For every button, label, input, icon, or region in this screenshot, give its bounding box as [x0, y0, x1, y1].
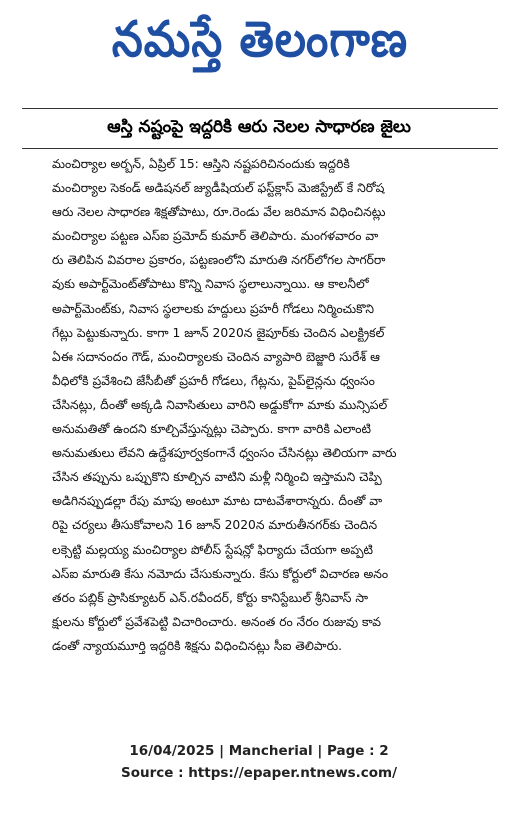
article-line: ఎస్ఐ మారుతి కేసు నమోదు చేసుకున్నారు. కేసు కోర్టులో విచారణ అనం [52, 566, 389, 581]
article-line: తరం పబ్లిక్ ప్రాసిక్యూటర్ ఎన్.రవీందర్, కోర్టు కానిస్టేబుల్ శ్రీనివాస్ సా [52, 590, 369, 605]
article-line: లక్సెట్టి మల్లయ్య మంచిర్యాల పోలీస్ స్టేషన్లో ఫిర్యాదు చేయగా అప్పటి [52, 542, 374, 557]
article-line: వీధిలోకి ప్రవేశించి జేసీబీతో ప్రహరీ గోడలు, గేట్లను, పైప్‌లైన్లను ధ్వంసం [52, 373, 375, 388]
headline-top-rule [22, 108, 498, 109]
article-line: అడిగినప్పుడల్లా రేపు మాపు అంటూ మాట దాటవేశారాన్నరు. దీంతో వా [52, 494, 383, 509]
article-line: గేట్లు పెట్టుకున్నారు. కాగా 1 జూన్ 2020న జైపూర్‌కు చెందిన ఎలక్ట్రికల్ [52, 325, 385, 340]
article-line: మంచిర్యాల అర్బన్, ఏప్రిల్ 15: ఆస్తిని నష్టపరిచినందుకు ఇద్దరికి [52, 157, 350, 171]
article-line: చేసినట్లు, దీంతో అక్కడి నివాసితులు వారిని అడ్డుకోగా మాకు మున్సిపల్ [52, 397, 388, 412]
article-line: ఆరు నెలల సాధారణ శిక్షతోపాటు, రూ.రెండు వేల జరిమాన విధించినట్లు [52, 205, 386, 220]
article-line: అపార్ట్‌మెంట్‌కు, నివాస స్థలాలకు హద్దులు ప్రహరీ గోడలు నిర్మించుకొని [52, 301, 374, 316]
article-line: ఏఈ సదానందం గౌడ్, మంచిర్యాలకు చెందిన వ్యాపారి బెజ్జారి సురేశ్ ఆ [52, 349, 380, 364]
article-line: వుకు అపార్ట్‌మెంట్‌తోపాటు కొన్ని నివాస స్థలాలున్నాయి. ఆ కాలనీలో [52, 277, 369, 292]
article-line: రు తెలిపిన వివరాల ప్రకారం, పట్టణంలోని మారుతి నగర్‌లోగల సాగర్‌రా [52, 253, 386, 268]
footer-source: Source : https://epaper.ntnews.com/ [120, 765, 398, 781]
article-line: మంచిర్యాల సెకండ్ అడిషనల్ జ్యుడీషియల్ ఫస్ట్‌క్లాస్ మెజిస్ట్రేట్ కే నిరోష [52, 181, 385, 196]
article-line: క్షులను కోర్టులో ప్రవేశపెట్టి విచారించారు. అనంత రం నేరం రుజువు కావ [52, 614, 382, 629]
headline-bottom-rule [22, 148, 498, 149]
article-body [52, 152, 500, 732]
newspaper-logo: నమస్తే తెలంగాణ [111, 11, 409, 69]
article-line: డంతో న్యాయమూర్తి ఇద్దరికి శిక్షను విధించినట్లు సీఐ తెలిపారు. [52, 638, 343, 653]
page-footer [0, 740, 518, 784]
article-line: అనుమతులు లేవని ఉద్దేశపూర్వకంగానే ధ్వంసం చేసినట్లు తెలియగా వారు [52, 446, 397, 461]
article-line: మంచిర్యాల పట్టణ ఎస్ఐ ప్రమోద్ కుమార్ తెలిపారు. మంగళవారం వా [52, 229, 379, 244]
newspaper-masthead [0, 0, 518, 90]
article-line: రిపై చర్యలు తీసుకోవాలని 16 జూన్ 2020న మారుతీనగర్‌కు చెందిన [52, 518, 378, 533]
footer-meta: 16/04/2025 | Mancherial | Page : 2 [129, 743, 389, 759]
article-line: చేసిన తప్పును ఒప్పుకొని కూల్చిన వాటిని మళ్లీ నిర్మించి ఇస్తామని చెప్పి [52, 470, 382, 485]
article-line: అనుమతితో ఉందని కూల్చివేస్తున్నట్లు చెప్పారు. కాగా వారికి ఎలాంటి [52, 422, 371, 437]
article-headline: ఆస్తి నష్టంపై ఇద్దరికి ఆరు నెలల సాధారణ జైలు [107, 117, 411, 137]
